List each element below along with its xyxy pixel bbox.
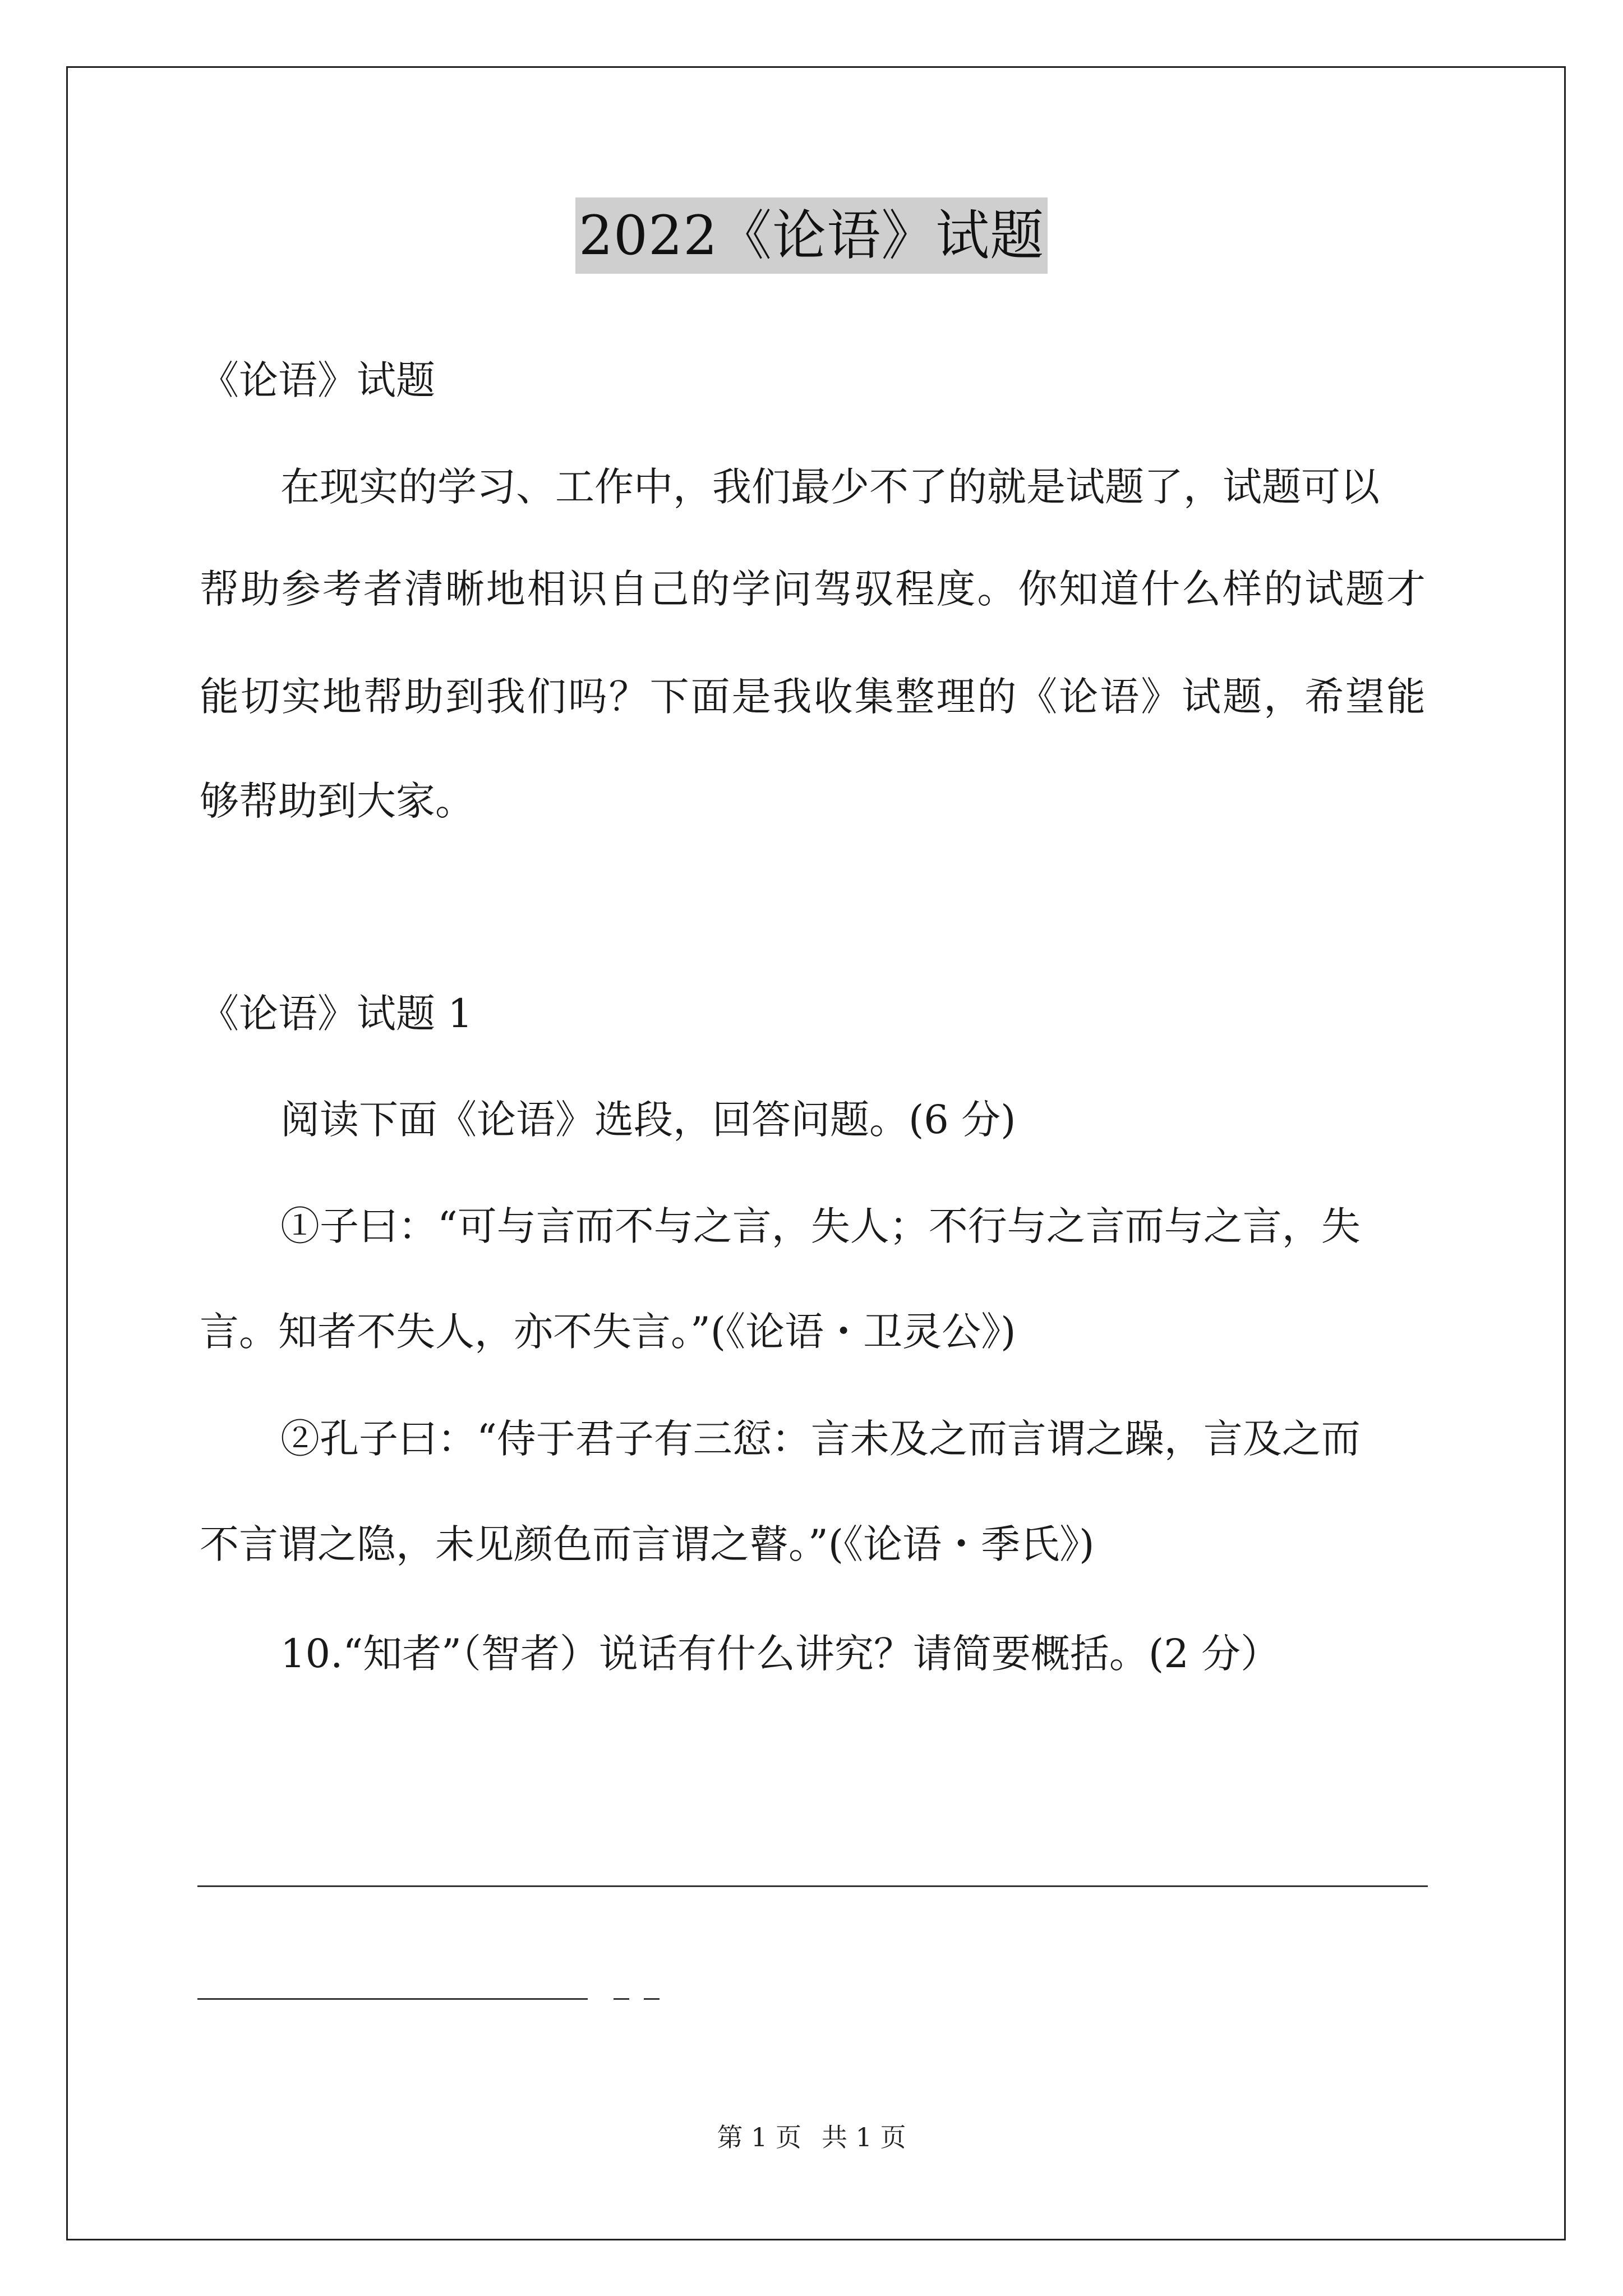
question-10: 10.“知者”（智者）说话有什么讲究？请简要概括。(2 分） [280,1631,1280,1677]
intro-line-2: 帮助参考者清晰地相识自己的学问驾驭程度。你知道什么样的试题才 [200,566,1426,612]
answer-line-1 [197,1885,1428,1887]
page-footer [0,2120,1623,2154]
answer-line-2 [197,1998,588,2000]
page-total: 共 1 页 [822,2122,906,2152]
intro-line-4: 够帮助到大家。 [200,778,474,824]
quote2-line-2: 不言谓之隐，未见颜色而言谓之瞽。”(《论语・季氏》) [200,1521,1095,1567]
document-title: 2022《论语》试题 [575,197,1048,274]
intro-heading: 《论语》试题 [200,357,435,403]
section1-instruction: 阅读下面《论语》选段，回答问题。(6 分) [280,1097,1016,1143]
quote1-line-1: ①子曰：“可与言而不与之言，失人；不行与之言而与之言，失 [280,1203,1361,1249]
section1-heading: 《论语》试题 1 [200,991,473,1037]
intro-line-1: 在现实的学习、工作中，我们最少不了的就是试题了，试题可以 [280,464,1380,510]
page-number: 第 1 页 [717,2122,801,2152]
quote2-line-1: ②孔子曰：“侍于君子有三愆：言未及之而言谓之躁，言及之而 [280,1416,1361,1462]
answer-dash-2 [644,1998,660,2000]
answer-dash-1 [614,1998,629,2000]
quote1-line-2: 言。知者不失人，亦不失言。”(《论语・卫灵公》) [200,1309,1016,1355]
title-block [0,197,1623,274]
intro-line-3: 能切实地帮助到我们吗？下面是我收集整理的《论语》试题，希望能 [200,674,1426,720]
